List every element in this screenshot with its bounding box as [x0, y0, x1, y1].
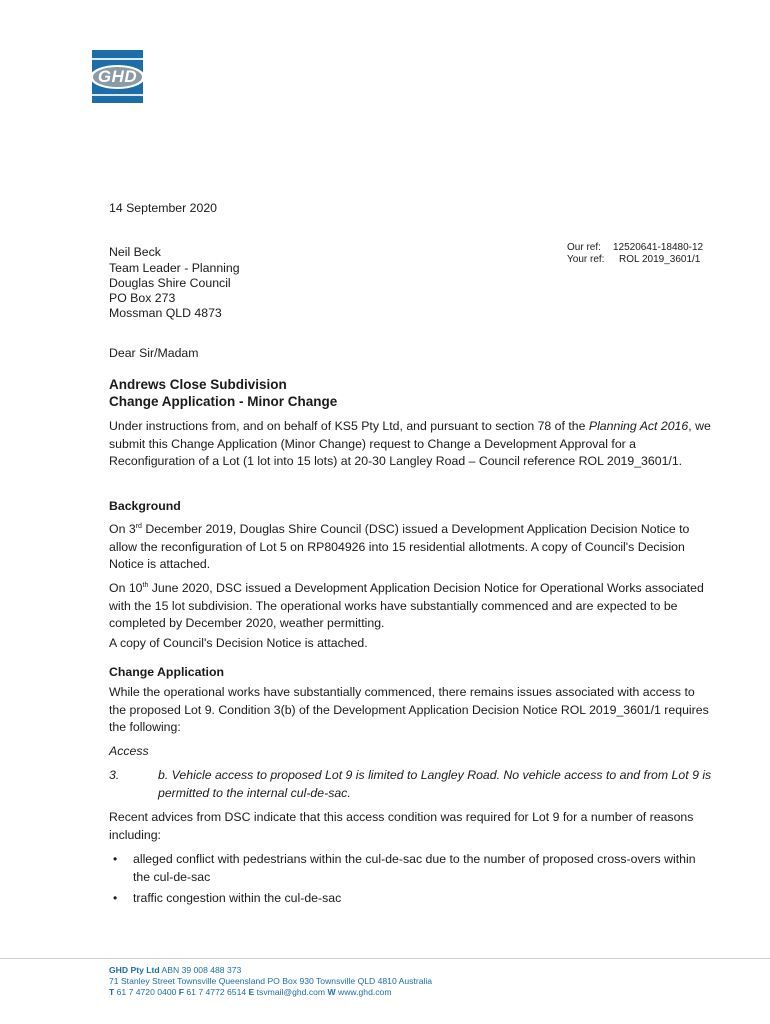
condition-text: b. Vehicle access to proposed Lot 9 is limited to Langley Road. No vehicle access to and from Lot 9 is permitted to the internal cul-de-sac. [158, 768, 712, 800]
footer-abn: ABN 39 008 488 373 [159, 965, 242, 975]
bg-p1-end: December 2019, Douglas Shire Council (DSC) issued a Development Application Decision Notice to allow the reconfiguration of Lot 5 on RP804926 into 15 residential allotments. A copy of Council's Decision Notice is attached. [109, 522, 690, 572]
footer-company-line [109, 965, 241, 976]
footer-web: www.ghd.com [335, 987, 392, 997]
reference-block [567, 242, 703, 266]
bullet-item: traffic congestion within the cul-de-sac [133, 891, 342, 905]
bg-p2-end: June 2020, DSC issued a Development Application Decision Notice for Operational Works associated with the 15 lot subdivision. The operational works have substantially commenced and are expected to be completed by December 2020, weather permitting. [109, 581, 704, 631]
footer-divider [0, 958, 770, 959]
our-ref-value: 12520641-18480-12 [613, 242, 704, 253]
recipient-city: Mossman QLD 4873 [109, 306, 222, 320]
footer-contact-line [109, 987, 391, 998]
bullet-marker: • [113, 852, 118, 866]
access-subheading: Access [109, 744, 149, 758]
condition-number: 3. [109, 768, 120, 782]
heading-line-1: Andrews Close Subdivision [109, 377, 287, 392]
footer-email: tsvmail@ghd.com [254, 987, 328, 997]
your-ref-value: ROL 2019_3601/1 [619, 254, 701, 265]
footer-web-label: W [327, 987, 336, 997]
ghd-logo [92, 50, 143, 103]
footer-email-label: E [248, 987, 255, 997]
change-application-heading: Change Application [109, 665, 225, 679]
footer-company: GHD Pty Ltd [109, 965, 160, 975]
intro-text-end: , we submit this Change Application (Minor Change) request to Change a Development Approval for a Reconfiguration of a Lot (1 lot into 15 lots) at 20-30 Langley Road – Council reference ROL 2019_3601/1. [109, 419, 711, 468]
footer-fax: 61 7 4772 6514 [184, 987, 249, 997]
footer-phone: 61 7 4720 0400 [114, 987, 179, 997]
bg-p2-sup: th [142, 582, 149, 589]
intro-text-start: Under instructions from, and on behalf of KS5 Pty Ltd, and pursuant to section 78 of the [109, 419, 589, 433]
logo-wordmark: GHD [97, 67, 138, 86]
bg-p1-start: On 3 [109, 522, 136, 537]
recipient-po-box: PO Box 273 [109, 291, 176, 305]
bg-p2-start: On 10 [109, 581, 143, 596]
our-ref-label: Our ref: [567, 242, 601, 253]
recipient-title: Team Leader - Planning [109, 261, 240, 275]
intro-act-name: Planning Act 2016 [588, 419, 689, 433]
background-heading: Background [109, 499, 181, 513]
recipient-name: Neil Beck [109, 245, 161, 259]
background-paragraph-2 [109, 577, 714, 633]
your-ref-label: Your ref: [567, 254, 605, 265]
change-paragraph-1: While the operational works have substantially commenced, there remains issues associated with access to the proposed Lot 9. Condition 3(b) of the Development Application Decision Notice ROL 2019_3601/1 requires the following: [109, 685, 709, 734]
background-paragraph-1 [109, 518, 714, 574]
recipient-org: Douglas Shire Council [109, 276, 231, 290]
footer-phone-label: T [109, 987, 115, 997]
bg-p1-sup: rd [135, 523, 142, 530]
bullet-marker: • [113, 891, 118, 905]
footer-address: 71 Stanley Street Townsville Queensland PO Box 930 Townsville QLD 4810 Australia [109, 976, 433, 986]
heading-line-2: Change Application - Minor Change [109, 394, 338, 409]
letter-date: 14 September 2020 [109, 201, 218, 215]
background-paragraph-3: A copy of Council's Decision Notice is attached. [109, 636, 368, 650]
footer-fax-label: F [178, 987, 185, 997]
salutation: Dear Sir/Madam [109, 346, 199, 360]
change-paragraph-2: Recent advices from DSC indicate that this access condition was required for Lot 9 for a number of reasons including: [109, 810, 694, 842]
intro-paragraph [109, 418, 714, 471]
bullet-item: alleged conflict with pedestrians within the cul-de-sac due to the number of proposed cross-overs within the cul-de-sac [133, 852, 696, 884]
